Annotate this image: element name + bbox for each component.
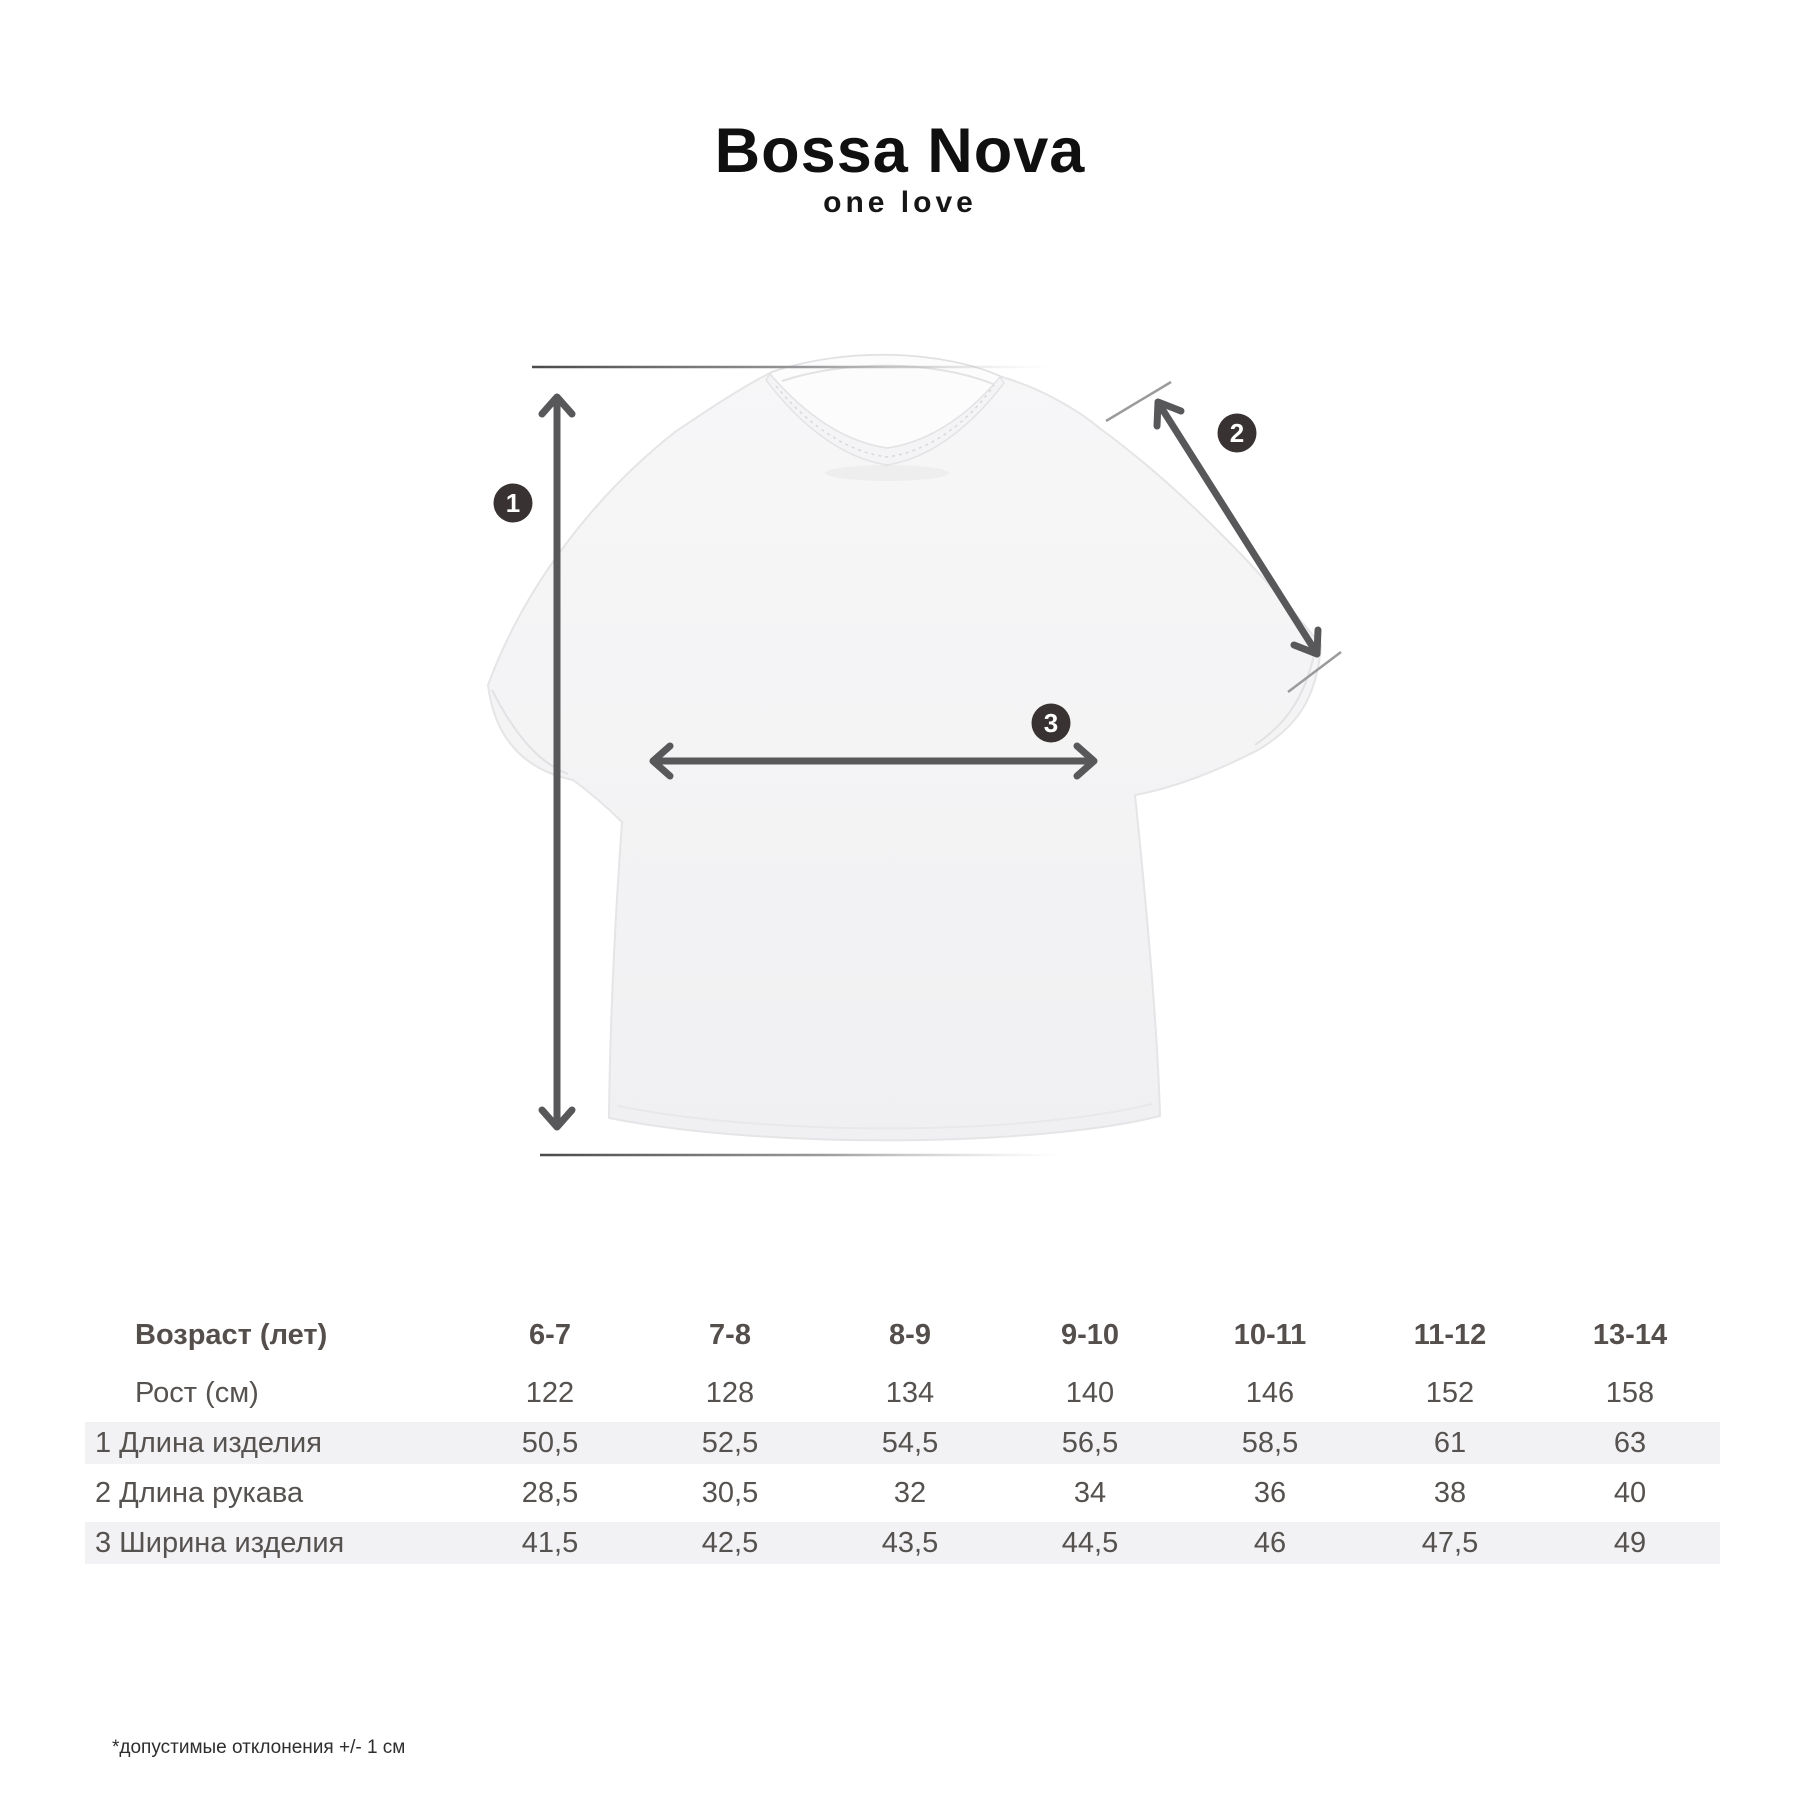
height-value-6: 158 <box>1605 1376 1655 1409</box>
age-col-0: 6-7 <box>529 1318 571 1351</box>
garment-length-value-5: 61 <box>1433 1426 1467 1459</box>
row-label-garment-length: 1 Длина изделия <box>95 1426 322 1459</box>
badge-2 <box>1218 414 1257 453</box>
sleeve-length-value-6: 40 <box>1613 1476 1647 1509</box>
age-col-2: 8-9 <box>889 1318 931 1351</box>
sleeve-length-value-0: 28,5 <box>521 1476 579 1509</box>
table-row-garment-length <box>85 1418 1720 1468</box>
table-row-sleeve-length <box>85 1468 1720 1518</box>
garment-width-value-0: 41,5 <box>521 1526 579 1559</box>
brand-logo: Bossa Nova <box>714 116 1086 186</box>
age-col-4: 10-11 <box>1233 1318 1307 1351</box>
garment-width-value-4: 46 <box>1253 1526 1287 1559</box>
row-label-sleeve-length: 2 Длина рукава <box>95 1476 304 1509</box>
header-label-age: Возраст (лет) <box>135 1318 328 1351</box>
badge-1 <box>494 484 533 523</box>
garment-width-value-5: 47,5 <box>1421 1526 1479 1559</box>
age-col-6: 13-14 <box>1592 1318 1668 1351</box>
garment-width-value-2: 43,5 <box>881 1526 939 1559</box>
garment-width-value-3: 44,5 <box>1061 1526 1119 1559</box>
tolerance-footnote: *допустимые отклонения +/- 1 см <box>112 1737 406 1758</box>
garment-length-value-2: 54,5 <box>881 1426 939 1459</box>
tshirt-graphic <box>488 355 1321 1140</box>
sleeve-length-value-2: 32 <box>893 1476 927 1509</box>
height-value-0: 122 <box>525 1376 575 1409</box>
height-value-2: 134 <box>885 1376 935 1409</box>
sleeve-length-value-3: 34 <box>1073 1476 1107 1509</box>
garment-length-value-1: 52,5 <box>701 1426 759 1459</box>
age-col-1: 7-8 <box>709 1318 751 1351</box>
table-row-garment-width <box>85 1518 1720 1568</box>
age-col-3: 9-10 <box>1060 1318 1120 1351</box>
height-value-1: 128 <box>705 1376 755 1409</box>
sleeve-length-value-5: 38 <box>1433 1476 1467 1509</box>
garment-length-value-4: 58,5 <box>1241 1426 1299 1459</box>
badge-3 <box>1032 704 1071 743</box>
row-label-height: Рост (см) <box>135 1376 259 1409</box>
table-row-height <box>85 1368 1720 1418</box>
collar-shadow <box>825 465 949 481</box>
garment-length-value-0: 50,5 <box>521 1426 579 1459</box>
row-label-garment-width: 3 Ширина изделия <box>95 1526 345 1559</box>
garment-width-value-6: 49 <box>1613 1526 1647 1559</box>
badge-3-label: 3 <box>1043 708 1059 738</box>
age-col-5: 11-12 <box>1413 1318 1487 1351</box>
sleeve-length-value-4: 36 <box>1253 1476 1287 1509</box>
table-header-row <box>85 1310 1720 1360</box>
height-value-5: 152 <box>1425 1376 1475 1409</box>
height-value-4: 146 <box>1245 1376 1295 1409</box>
garment-width-value-1: 42,5 <box>701 1526 759 1559</box>
badge-2-label: 2 <box>1229 418 1245 448</box>
brand-tagline: one love <box>823 186 977 219</box>
size-table <box>85 1310 1720 1568</box>
badge-1-label: 1 <box>505 488 521 518</box>
garment-length-value-6: 63 <box>1613 1426 1647 1459</box>
height-value-3: 140 <box>1065 1376 1115 1409</box>
sleeve-length-value-1: 30,5 <box>701 1476 759 1509</box>
garment-length-value-3: 56,5 <box>1061 1426 1119 1459</box>
